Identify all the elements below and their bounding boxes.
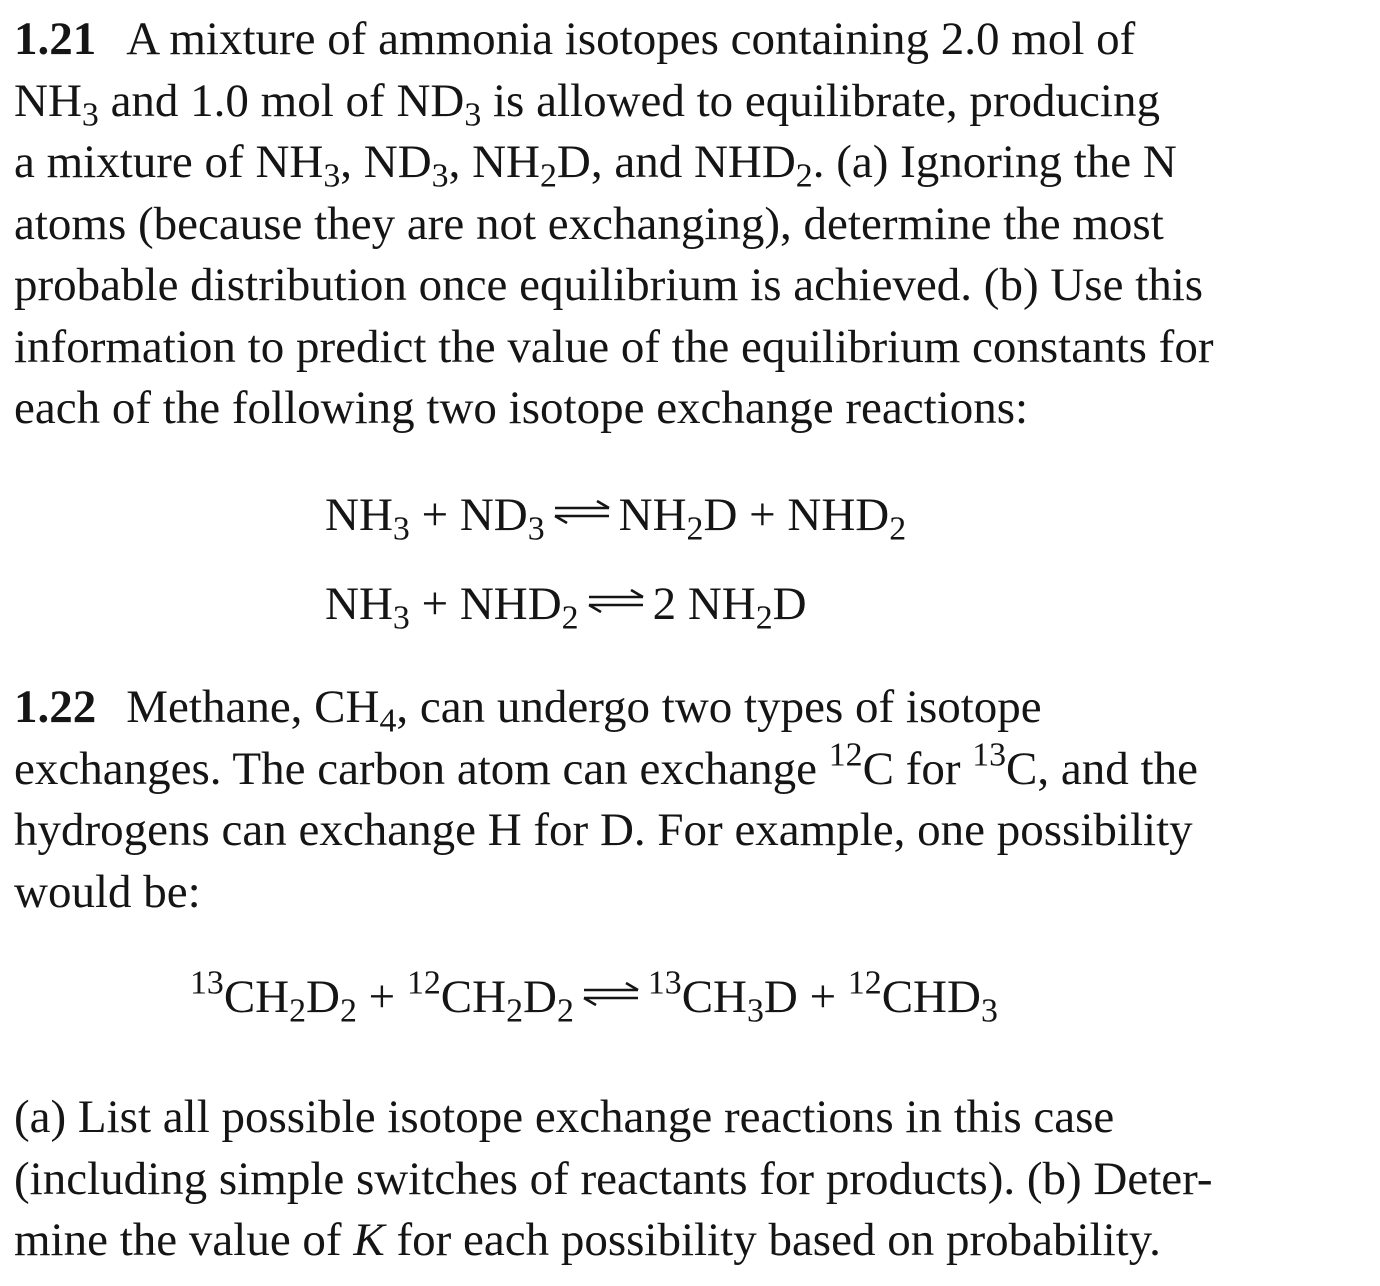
subscript: 3 [746,992,764,1030]
methane-reaction-equation [190,964,998,1030]
subscript: 3 [392,599,410,637]
formula: NH [325,578,393,630]
superscript: 12 [847,964,882,1002]
subscript: 2 [686,510,704,548]
formula: CH [681,971,747,1023]
text-line [14,132,1344,194]
text-line: would be: [14,865,201,918]
formula: D [703,489,738,541]
plus-sign: + [409,578,460,630]
text-line: hydrogens can exchange H for D. For example, one possibility [14,804,1193,856]
subscript: 3 [464,95,482,133]
text-segment: C for [862,742,973,795]
plus-sign: + [356,971,407,1023]
text-line [14,677,1344,739]
reaction-equation-1 [325,489,907,548]
text-line: atoms (because they are not exchanging), determine the most [14,197,1164,250]
equilibrium-arrow-icon [585,589,647,613]
text-segment: , NH [448,136,540,188]
text-segment: for each possibility based on probability. [384,1214,1161,1266]
text-segment: , can undergo two types of isotope [396,681,1042,733]
equilibrium-arrow-icon [580,982,642,1006]
text-line: each of the following two isotope exchange reactions: [14,382,1029,434]
formula: D [763,971,798,1023]
subscript: 2 [795,157,813,195]
formula: D [522,971,557,1023]
subscript: 2 [340,992,357,1030]
formula: CHD [881,971,981,1023]
problem-1-21-text [14,9,1344,440]
problem-1-22-text [14,677,1344,923]
text-segment: exchanges. The carbon atom can exchange [14,742,829,795]
variable-k: K [353,1214,385,1266]
formula: D [772,578,807,630]
formula: NHD [787,489,890,541]
text-segment: A mixture of ammonia isotopes containing 2.0 mol of [126,13,1136,65]
subscript: 2 [561,599,579,637]
text-line [14,735,1344,801]
formula: 2 NH [652,578,756,630]
text-segment: C, and the [1006,742,1198,795]
formula: CH [223,971,290,1023]
text-line: (a) List all possible isotope exchange reactions in this case [14,1091,1115,1143]
equilibrium-arrow-icon [551,500,613,524]
formula: NH [618,489,687,541]
text-segment: is allowed to equilibrate, producing [481,74,1160,127]
plus-sign: + [737,489,788,541]
formula: ND [459,489,528,541]
subscript: 3 [81,95,99,133]
subscript: 3 [431,157,449,195]
subscript: 2 [539,157,557,195]
plus-sign: + [797,971,848,1023]
text-line: probable distribution once equilibrium is achieved. (b) Use this [14,259,1204,311]
subscript: 2 [289,992,307,1030]
formula: CH [440,971,507,1023]
superscript: 13 [647,964,682,1002]
formula: NHD [459,578,562,630]
subscript: 3 [392,510,410,548]
problem-number: 1.22 [14,681,97,733]
plus-sign: + [409,489,460,541]
formula: NH [325,489,393,541]
text-line: information to predict the value of the equilibrium constants for [14,320,1214,373]
formula: D [306,971,340,1023]
text-line [14,71,1344,133]
superscript: 13 [190,964,224,1002]
text-segment: mine the value of [14,1214,354,1266]
superscript: 12 [406,964,441,1002]
subscript: 2 [556,992,574,1030]
superscript: 12 [828,735,863,773]
subscript: 3 [323,157,341,195]
subscript: 3 [527,510,545,548]
subscript: 4 [379,702,397,740]
subscript: 3 [980,992,998,1030]
text-segment: and 1.0 mol of ND [98,74,465,127]
reaction-equation-2 [325,578,807,637]
text-segment: , ND [340,136,432,188]
subscript: 2 [889,510,907,548]
text-segment: D, and NHD [556,136,796,188]
text-segment: . (a) Ignoring the N [812,136,1177,188]
text-segment: Methane, CH [126,681,380,733]
text-line [14,9,1344,71]
text-segment: a mixture of NH [14,136,324,188]
subscript: 2 [755,599,773,637]
superscript: 13 [972,735,1007,773]
text-line [14,1210,1344,1272]
subscript: 2 [506,992,523,1030]
problem-number: 1.21 [14,13,97,65]
text-line: (including simple switches of reactants for products). (b) Deter- [14,1152,1213,1205]
text-segment: NH [14,74,82,127]
problem-1-22-questions [14,1087,1344,1272]
